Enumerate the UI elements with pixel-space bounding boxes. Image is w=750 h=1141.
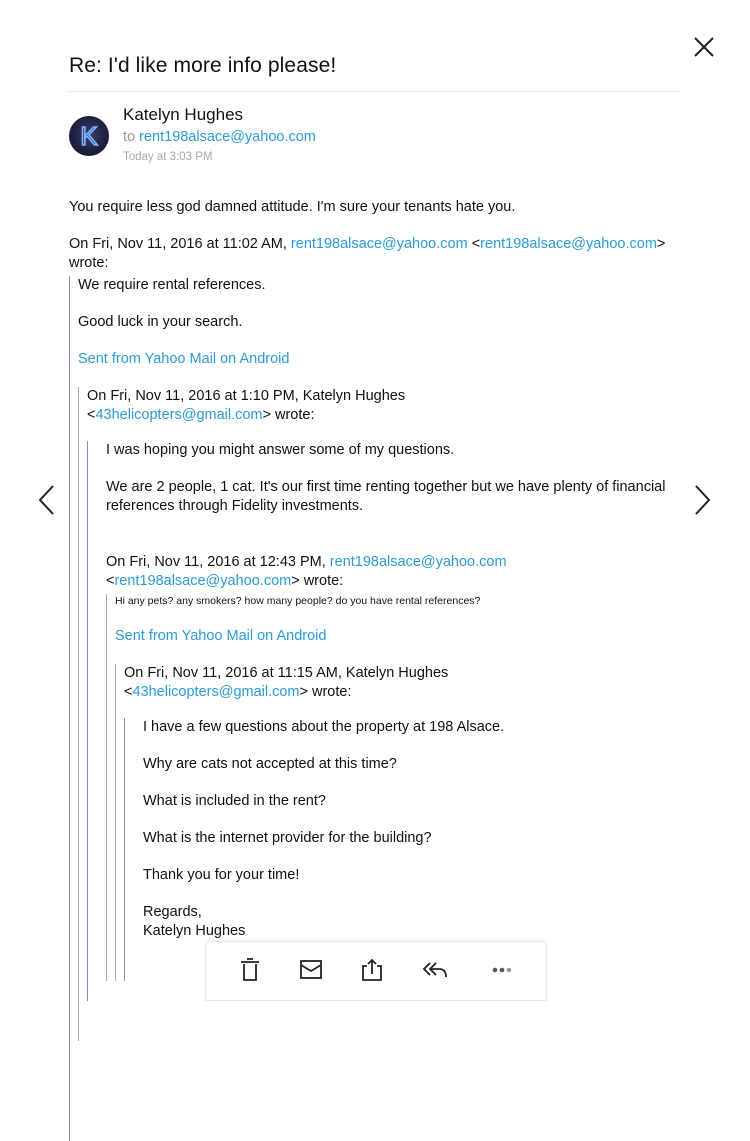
- next-message-button[interactable]: [692, 484, 712, 516]
- chevron-left-icon: [37, 484, 57, 516]
- share-icon: [358, 956, 386, 984]
- reply-text: You require less god damned attitude. I'm sure your tenants hate you.: [69, 199, 516, 215]
- close-button[interactable]: [691, 34, 717, 60]
- signature-link[interactable]: Sent from Yahoo Mail on Android: [78, 351, 290, 367]
- recipient-line: [123, 129, 316, 145]
- avatar[interactable]: [69, 116, 109, 156]
- quote-text: We require rental references.: [78, 277, 266, 293]
- recipient-address[interactable]: rent198alsace@yahoo.com: [139, 129, 316, 145]
- quote-text: Good luck in your search.: [78, 314, 243, 330]
- quote-text: Thank you for your time!: [143, 867, 300, 883]
- svg-text:K: K: [80, 121, 98, 151]
- previous-message-button[interactable]: [37, 484, 57, 516]
- email-link[interactable]: rent198alsace@yahoo.com: [290, 236, 468, 252]
- quote-text: I have a few questions about the property at 198 Alsace.: [143, 719, 505, 735]
- chevron-right-icon: [692, 484, 712, 516]
- to-label: to: [123, 129, 136, 145]
- share-button[interactable]: [358, 956, 386, 984]
- quote-header-1: On Fri, Nov 11, 2016 at 11:02 AM, rent198alsace@yahoo.com <rent198alsace@yahoo.com> wrote:: [69, 236, 666, 271]
- quote-text: I was hoping you might answer some of my questions.: [106, 442, 455, 458]
- archive-icon: [297, 956, 325, 984]
- quote-level-3: [87, 441, 684, 1001]
- quote-level-1: [69, 276, 684, 1141]
- quote-level-4: [106, 594, 684, 981]
- sent-time: Today at 3:03 PM: [123, 151, 213, 163]
- quote-header-4: On Fri, Nov 11, 2016 at 11:15 AM, Katelyn Hughes <43helicopters@gmail.com> wrote:: [124, 665, 449, 700]
- action-toolbar: [205, 941, 547, 1001]
- close-icon: [691, 34, 717, 60]
- more-icon: [488, 956, 516, 984]
- email-link[interactable]: 43helicopters@gmail.com: [95, 407, 263, 423]
- closing-name: Katelyn Hughes: [143, 923, 246, 939]
- more-button[interactable]: [488, 956, 516, 984]
- reply-all-icon: [421, 956, 449, 984]
- email-subject: Re: I'd like more info please!: [69, 54, 337, 77]
- quote-text: We are 2 people, 1 cat. It's our first time renting together but we have plenty of financial references through Fidelity investments.: [106, 479, 666, 514]
- quote-header-2: On Fri, Nov 11, 2016 at 1:10 PM, Katelyn Hughes <43helicopters@gmail.com> wrote:: [87, 388, 406, 423]
- email-link[interactable]: rent198alsace@yahoo.com: [480, 236, 657, 252]
- header-divider: [69, 91, 679, 92]
- email-link[interactable]: rent198alsace@yahoo.com: [329, 554, 507, 570]
- delete-button[interactable]: [236, 956, 264, 984]
- avatar-letter-graphic: [69, 116, 109, 156]
- trash-icon: [236, 956, 264, 984]
- sender-name: Katelyn Hughes: [123, 105, 244, 124]
- reply-all-button[interactable]: [421, 956, 449, 984]
- quote-text: What is the internet provider for the building?: [143, 830, 432, 846]
- archive-button[interactable]: [297, 956, 325, 984]
- quote-header-3: On Fri, Nov 11, 2016 at 12:43 PM, rent198alsace@yahoo.com <rent198alsace@yahoo.com> wrote:: [106, 554, 507, 589]
- closing-text: Regards,: [143, 904, 202, 920]
- quote-text: Why are cats not accepted at this time?: [143, 756, 397, 772]
- quote-text: What is included in the rent?: [143, 793, 326, 809]
- quote-text: Hi any pets? any smokers? how many people? do you have rental references?: [115, 595, 481, 607]
- email-link[interactable]: 43helicopters@gmail.com: [132, 684, 300, 700]
- quote-level-5: [115, 664, 684, 981]
- email-link[interactable]: rent198alsace@yahoo.com: [114, 573, 292, 589]
- signature-link[interactable]: Sent from Yahoo Mail on Android: [115, 628, 327, 644]
